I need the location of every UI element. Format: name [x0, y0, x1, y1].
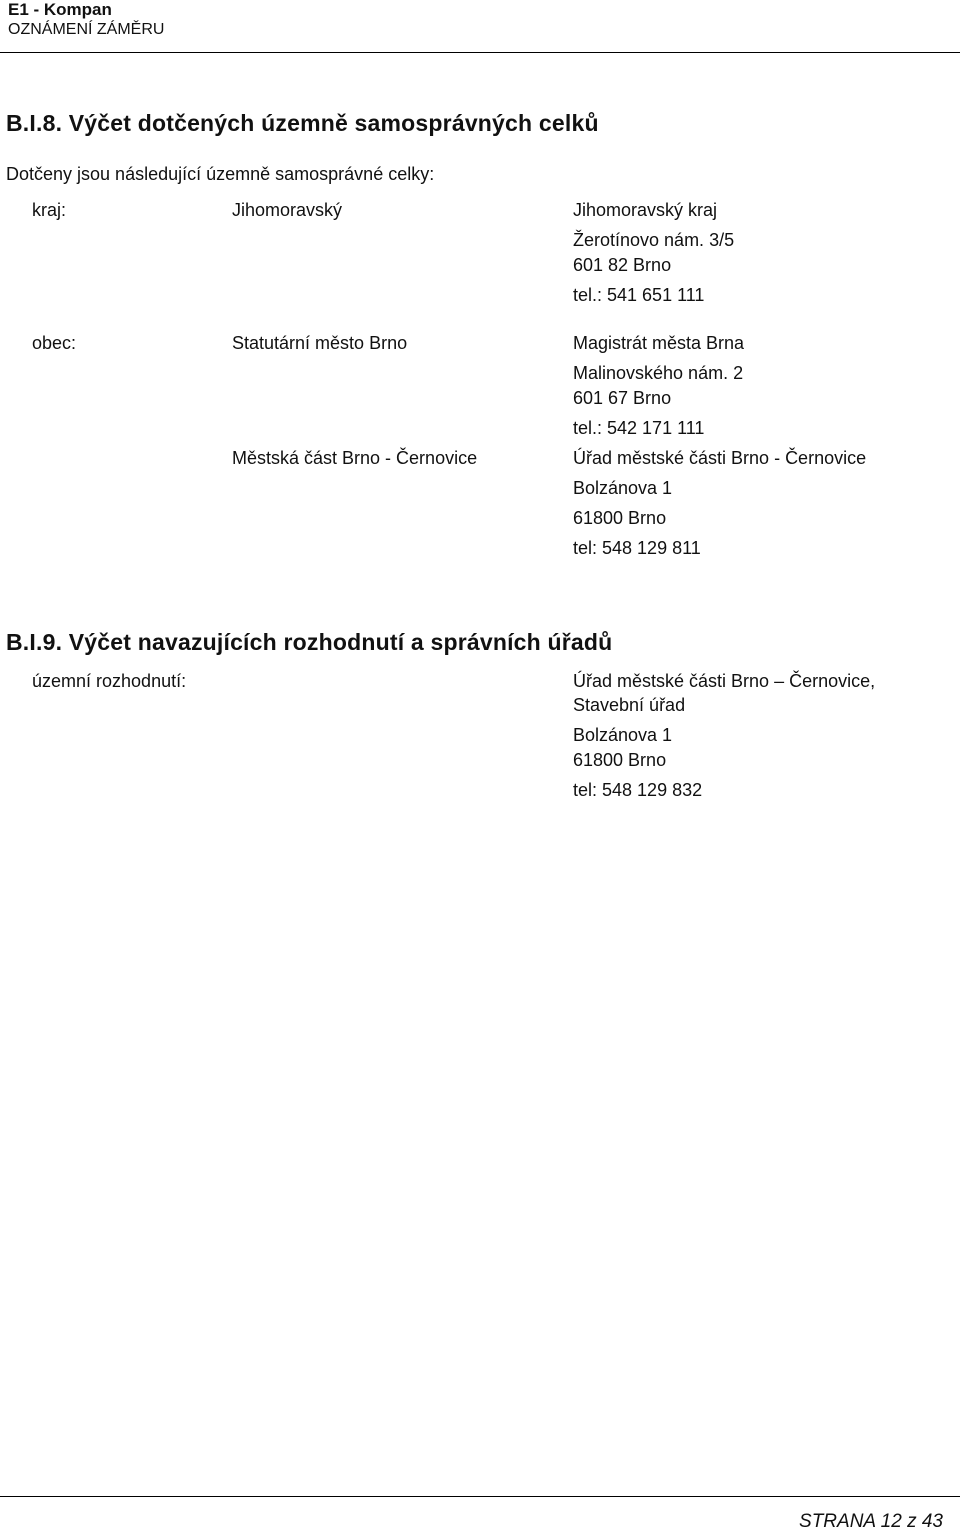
obec-phone: tel.: 542 171 111 [573, 418, 705, 438]
mestska-cast-address-line: Bolzánova 1 [573, 478, 673, 498]
urad-address-line: Stavební úřad [573, 695, 686, 715]
header-rule [0, 52, 960, 53]
obec-label: obec: [32, 333, 77, 353]
obec-name: Statutární město Brno [232, 333, 408, 353]
uzemni-rozhodnuti-label: územní rozhodnutí: [32, 671, 187, 691]
mestska-cast-address-line: 61800 Brno [573, 508, 667, 528]
urad-address-line: 61800 Brno [573, 750, 667, 770]
header-project: E1 - Kompan [8, 0, 112, 19]
obec-address-line: Magistrát města Brna [573, 333, 745, 353]
obec-address-line: 601 67 Brno [573, 388, 672, 408]
header-doc-type: OZNÁMENÍ ZÁMĚRU [8, 21, 165, 38]
kraj-address-line: Žerotínovo nám. 3/5 [573, 230, 735, 250]
kraj-name: Jihomoravský [232, 200, 343, 220]
urad-address-line: Bolzánova 1 [573, 725, 673, 745]
section-8-title: B.I.8. Výčet dotčených územně samosprávných celků [6, 110, 599, 136]
obec-address-line: Malinovského nám. 2 [573, 363, 744, 383]
section-8-intro: Dotčeny jsou následující územně samosprávné celky: [6, 164, 435, 184]
page-number: STRANA 12 z 43 [799, 1511, 943, 1532]
mestska-cast-name: Městská část Brno - Černovice [232, 448, 478, 468]
kraj-phone: tel.: 541 651 111 [573, 285, 705, 305]
section-9-title: B.I.9. Výčet navazujících rozhodnutí a správních úřadů [6, 629, 613, 655]
urad-phone: tel: 548 129 832 [573, 780, 703, 800]
kraj-address-line: Jihomoravský kraj [573, 200, 718, 220]
kraj-label: kraj: [32, 200, 67, 220]
mestska-cast-phone: tel: 548 129 811 [573, 538, 701, 558]
footer-rule [0, 1496, 960, 1497]
mestska-cast-address-line: Úřad městské části Brno - Černovice [573, 448, 867, 468]
kraj-address-line: 601 82 Brno [573, 255, 672, 275]
urad-address-line: Úřad městské části Brno – Černovice, [573, 671, 876, 691]
